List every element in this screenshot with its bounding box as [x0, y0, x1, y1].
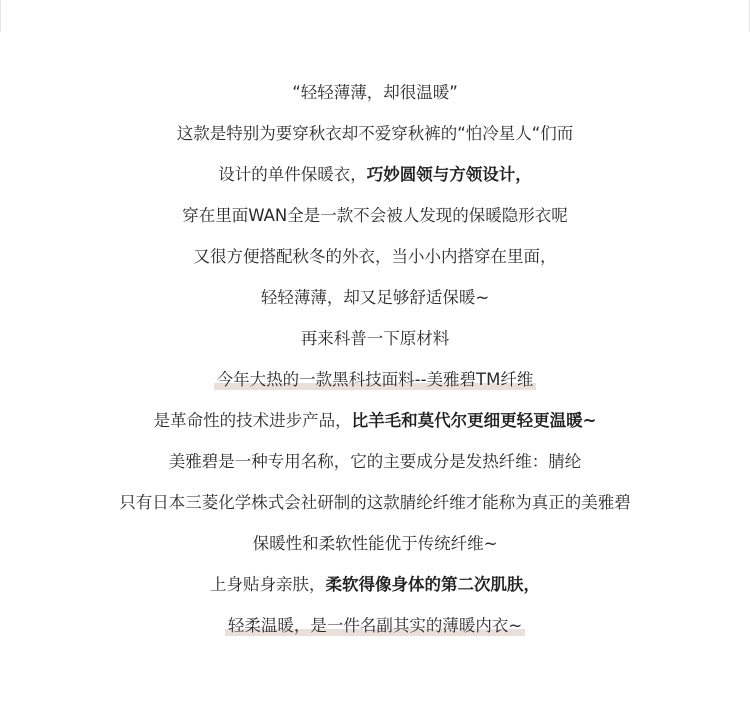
description-line-5: [0, 246, 750, 268]
description-line-8: [0, 369, 750, 391]
description-line-10: [0, 451, 750, 473]
line-text: 上身贴身亲肤，: [210, 575, 326, 594]
line-text: 轻轻薄薄，却又足够舒适保暖~: [260, 288, 490, 307]
description-line-14: [0, 615, 750, 637]
highlighted-text: 今年大热的一款黑科技面料--美雅碧TM纤维: [214, 370, 537, 390]
description-line-2: [0, 123, 750, 145]
line-emphasis: 柔软得像身体的第二次肌肤，: [325, 575, 540, 594]
line-text: 是革命性的技术进步产品，: [153, 411, 352, 430]
line-text: 穿在里面WAN全是一款不会被人发现的保暖隐形衣呢: [182, 206, 568, 225]
line-text: 只有日本三菱化学株式会社研制的这款腈纶纤维才能称为真正的美雅碧: [119, 493, 631, 512]
description-line-4: [0, 205, 750, 227]
line-text: 再来科普一下原材料: [300, 329, 450, 348]
line-text: 设计的单件保暖衣，: [218, 165, 367, 184]
description-line-13: [0, 574, 750, 596]
description-line-6: [0, 287, 750, 309]
description-line-9: [0, 410, 750, 432]
description-line-7: [0, 328, 750, 350]
line-emphasis: 巧妙圆领与方领设计，: [366, 165, 532, 184]
description-line-3: [0, 164, 750, 186]
description-line-1: [0, 82, 750, 104]
line-text: “轻轻薄薄，却很温暖”: [292, 83, 458, 102]
line-text: 这款是特别为要穿秋衣却不爱穿秋裤的“怕冷星人“们而: [176, 124, 574, 143]
line-text: 又很方便搭配秋冬的外衣，当小小内搭穿在里面，: [193, 247, 557, 266]
description-line-12: [0, 533, 750, 555]
description-line-11: [0, 492, 750, 514]
highlighted-text: 轻柔温暖，是一件名副其实的薄暖内衣~: [225, 616, 525, 636]
line-text: 美雅碧是一种专用名称，它的主要成分是发热纤维：腈纶: [168, 452, 582, 471]
line-emphasis: 比羊毛和莫代尔更细更轻更温暖~: [351, 411, 597, 430]
line-text: 保暖性和柔软性能优于传统纤维~: [252, 534, 498, 553]
